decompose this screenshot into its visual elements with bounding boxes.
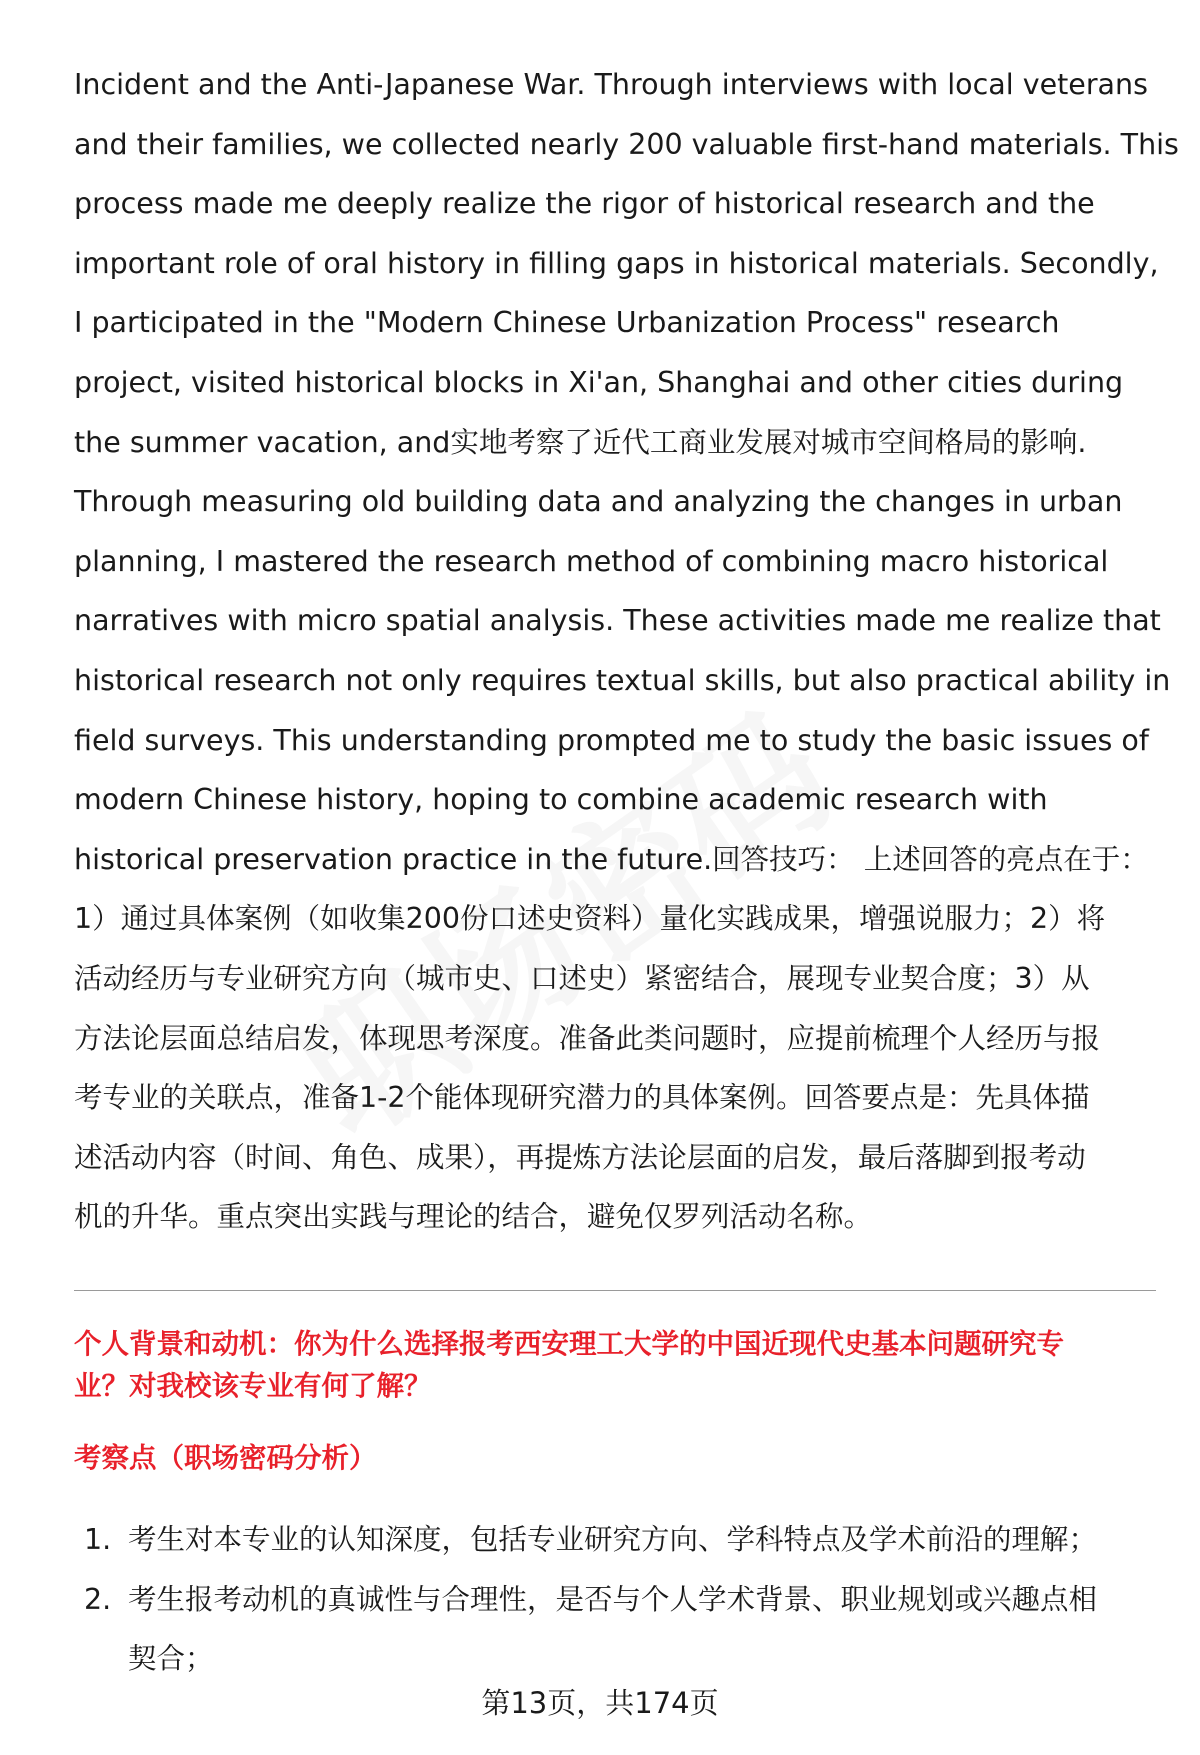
list-item-text: 契合；	[128, 1642, 214, 1676]
body-line: Incident and the Anti-Japanese War. Through interviews with local veterans	[74, 68, 1148, 101]
page-number-footer: 第13页，共174页	[481, 1686, 719, 1720]
body-line: 机的升华。重点突出实践与理论的结合，避免仅罗列活动名称。	[74, 1200, 873, 1234]
body-line: 考专业的关联点，准备1-2个能体现研究潜力的具体案例。回答要点是：先具体描	[74, 1081, 1090, 1115]
body-line: project, visited historical blocks in Xi'an, Shanghai and other cities during	[74, 365, 1124, 399]
question-heading	[74, 1323, 1164, 1407]
body-line: 1）通过具体案例（如收集200份口述史资料）量化实践成果，增强说服力；2）将	[74, 902, 1106, 936]
body-line: important role of oral history in filling gaps in historical materials. Secondly,	[74, 246, 1159, 280]
body-line: historical research not only requires textual skills, but also practical ability in	[74, 663, 1171, 697]
list-item-text: 考生对本专业的认知深度，包括专业研究方向、学科特点及学术前沿的理解；	[128, 1523, 1098, 1556]
body-line: I participated in the "Modern Chinese Urbanization Process" research	[74, 306, 1060, 340]
question-line: 个人背景和动机：你为什么选择报考西安理工大学的中国近现代史基本问题研究专	[74, 1328, 1064, 1360]
list-item-text: 考生报考动机的真诚性与合理性，是否与个人学术背景、职业规划或兴趣点相	[128, 1582, 1098, 1616]
body-line: the summer vacation, and实地考察了近代工商业发展对城市空间格局的影响.	[74, 425, 1087, 459]
answer-body	[74, 55, 1179, 1247]
body-line: planning, I mastered the research method of combining macro historical	[74, 544, 1109, 578]
list-item	[74, 1570, 1164, 1689]
body-line: 述活动内容（时间、角色、成果），再提炼方法论层面的启发，最后落脚到报考动	[74, 1140, 1086, 1174]
body-line: process made me deeply realize the rigor of historical research and the	[74, 187, 1095, 221]
list-number: 1.	[84, 1523, 112, 1556]
body-line: narratives with micro spatial analysis. These activities made me realize that	[74, 604, 1161, 638]
body-line: Through measuring old building data and analyzing the changes in urban	[74, 485, 1123, 519]
section-heading: 考察点（职场密码分析）	[74, 1442, 377, 1474]
body-line: modern Chinese history, hoping to combine academic research with	[74, 783, 1048, 817]
section-divider	[74, 1290, 1156, 1291]
body-line: historical preservation practice in the future.回答技巧： 上述回答的亮点在于：	[74, 842, 1149, 876]
body-line: 方法论层面总结启发，体现思考深度。准备此类问题时，应提前梳理个人经历与报	[74, 1021, 1101, 1055]
body-line: field surveys. This understanding prompted me to study the basic issues of	[74, 723, 1149, 757]
list-item	[74, 1510, 1164, 1570]
evaluation-points-list	[74, 1510, 1164, 1689]
body-line: and their families, we collected nearly 200 valuable first-hand materials. This	[74, 127, 1179, 161]
question-line: 业？对我校该专业有何了解？	[74, 1370, 432, 1402]
body-line: 活动经历与专业研究方向（城市史、口述史）紧密结合，展现专业契合度；3）从	[74, 961, 1090, 995]
list-number: 2.	[84, 1582, 112, 1616]
